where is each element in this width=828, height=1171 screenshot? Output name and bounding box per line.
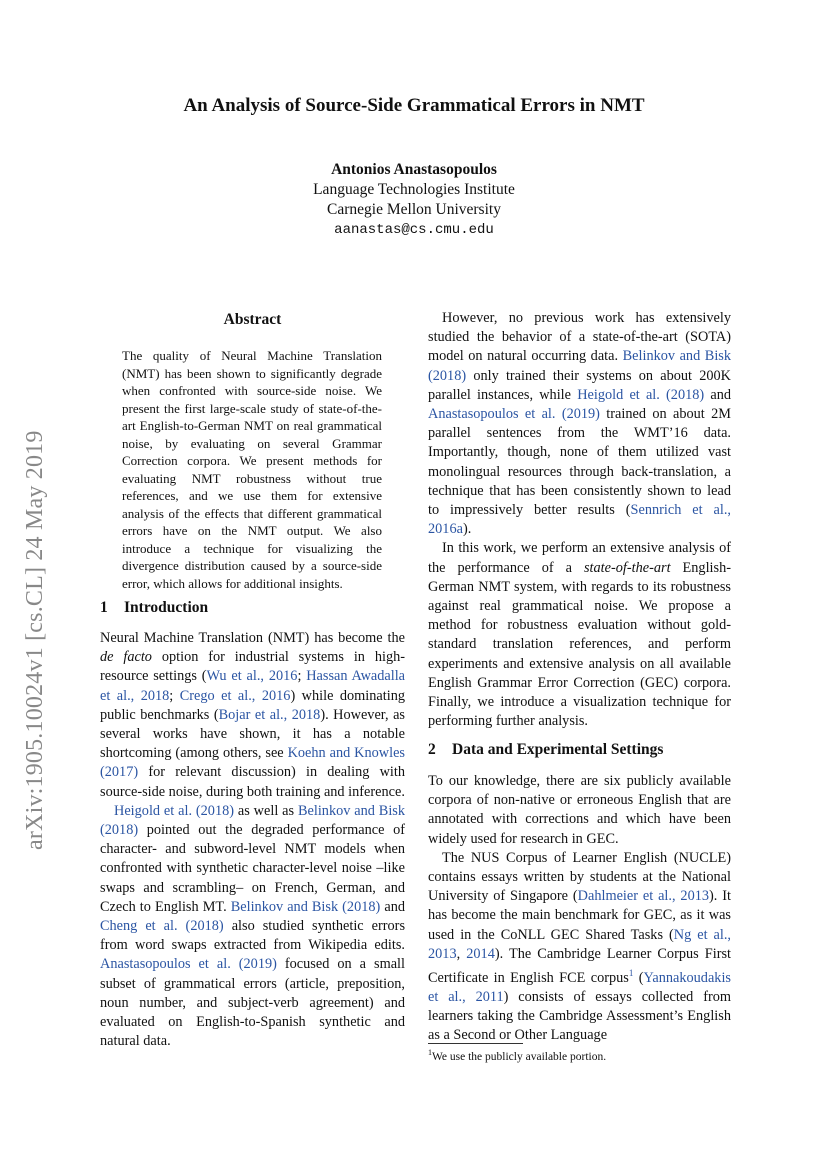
section-heading-introduction xyxy=(100,599,208,617)
paragraph: In this work, we perform an extensive analysis of the performance of a state-of-the-art English-German NMT system, with regards to its robustness against real grammatical noise. We propose a method for robustness evaluation without gold-standard translation references, and perform experiments and extensive analysis on all available English Grammar Error Correction (GEC) corpora. Finally, we introduce a visualization technique for performing further analysis. xyxy=(428,540,731,730)
author-email[interactable]: aanastas@cs.cmu.edu xyxy=(334,222,494,238)
citation-link[interactable]: Koehn and Knowles (2017) xyxy=(100,745,405,781)
paragraph: However, no previous work has extensively studied the behavior of a state-of-the-art (SOTA) model on natural occurring data. Belinkov and Bisk (2018) only trained their systems on about 200K parallel instances, while Heigold et al. (2018) and Anastasopoulos et al. (2019) trained on about 2M parallel sentences from the WMT’16 data. Importantly, though, none of them utilized vast monolingual resources through back-translation, a technique that has been consistently shown to lead to impressively better results (Sennrich et al., 2016a). xyxy=(428,310,731,538)
footnote-text: We use the publicly available portion. xyxy=(432,1050,607,1063)
abstract-heading: Abstract xyxy=(223,311,282,328)
right-column-body-bottom xyxy=(428,772,731,1046)
citation-link[interactable]: Sennrich et al., 2016a xyxy=(428,502,731,538)
citation-link[interactable]: Wu et al., 2016 xyxy=(206,668,298,685)
citation-link[interactable]: Belinkov and Bisk (2018) xyxy=(230,898,381,915)
citation-link[interactable]: Belinkov and Bisk (2018) xyxy=(428,348,731,384)
citation-link[interactable]: Heigold et al. (2018) xyxy=(114,802,235,819)
citation-link[interactable]: Ng et al., 2013 xyxy=(428,926,732,962)
section-number: 1 xyxy=(100,599,108,616)
right-column-body-top xyxy=(428,309,731,731)
citation-link[interactable]: Hassan Awadalla et al., 2018 xyxy=(100,668,406,704)
section-number: 2 xyxy=(428,741,436,758)
citation-link[interactable]: Bojar et al., 2018 xyxy=(218,706,321,723)
footnote-rule xyxy=(428,1043,523,1044)
citation-link[interactable]: Anastasopoulos et al. (2019) xyxy=(100,956,277,973)
paragraph: The NUS Corpus of Learner English (NUCLE) contains essays written by students at the National University of Singapore (Dahlmeier et al., 2013). It has become the main benchmark for GEC, as it was used in the CoNLL GEC Shared Tasks (Ng et al., 2013, 2014). The Cambridge Learner Corpus First Certificate in English FCE corpus$^1$ (Yannakoudakis et al., 2011) consists of essays collected from learners taking the Cambridge Assessment’s English as a Second or Other Language xyxy=(428,849,732,1044)
citation-link[interactable]: Crego et al., 2016 xyxy=(179,687,291,704)
citation-link[interactable]: Cheng et al. (2018) xyxy=(100,918,224,935)
abstract-text: The quality of Neural Machine Translation (NMT) has been shown to significantly degrade when confronted with source-side noise. We present the first large-scale study of state-of-the-art English-to-German NMT on real grammatical noise, by evaluating on several Grammar Correction corpora. We present methods for evaluating NMT robustness without true references, and we use them for extensive analysis of the effects that different grammatical errors have on the NMT output. We also introduce a technique for visualizing the divergence distribution caused by a source-side error, which allows for additional insights. xyxy=(122,348,382,591)
author-block xyxy=(0,160,828,240)
paragraph: Neural Machine Translation (NMT) has become the de facto option for industrial systems in high-resource settings (Wu et al., 2016; Hassan Awadalla et al., 2018; Crego et al., 2016) while dominating public benchmarks (Bojar et al., 2018). However, as several works have shown, it has a notable shortcoming (among others, see Koehn and Knowles (2017) for relevant discussion) in dealing with source-side noise, during both training and inference. xyxy=(100,630,406,800)
citation-link[interactable]: Belinkov and Bisk (2018) xyxy=(100,802,406,839)
citation-link[interactable]: 2014 xyxy=(466,945,495,962)
section-title: Data and Experimental Settings xyxy=(452,741,664,758)
section-heading-data xyxy=(428,741,663,759)
paragraph: To our knowledge, there are six publicly available corpora of non-native or erroneous English that are annotated with corrections and which have been widely used for research in GEC. xyxy=(428,773,731,847)
footnote-number: 1 xyxy=(428,1048,432,1057)
left-column-body xyxy=(100,629,405,1051)
paper-title: An Analysis of Source-Side Grammatical Errors in NMT xyxy=(183,95,645,116)
citation-link[interactable]: Heigold et al. (2018) xyxy=(577,386,705,403)
author-affiliation-1: Language Technologies Institute xyxy=(313,181,515,198)
arxiv-stamp: arXiv:1905.10024v1 [cs.CL] 24 May 2019 xyxy=(22,430,48,850)
author-affiliation-2: Carnegie Mellon University xyxy=(327,201,501,218)
author-name: Antonios Anastasopoulos xyxy=(331,161,497,178)
citation-link[interactable]: Anastasopoulos et al. (2019) xyxy=(428,406,600,423)
citation-link[interactable]: Yannakoudakis et al., 2011 xyxy=(428,969,731,1005)
citation-link[interactable]: Dahlmeier et al., 2013 xyxy=(577,888,710,905)
footnote-marker[interactable]: 1 xyxy=(628,968,634,979)
footnote xyxy=(428,1048,606,1063)
paragraph: Heigold et al. (2018) as well as Belinkov and Bisk (2018) pointed out the degraded performance of character- and subword-level NMT models when confronted with synthetic character-level noise –like swaps and scrambling– on French, German, and Czech to English MT. Belinkov and Bisk (2018) and Cheng et al. (2018) also studied synthetic errors from word swaps extracted from Wikipedia edits. Anastasopoulos et al. (2019) focused on a small subset of grammatical errors (article, preposition, noun number, and subject-verb agreement) and evaluated on English-to-Spanish synthetic and natural data. xyxy=(100,802,406,1050)
section-title: Introduction xyxy=(124,599,209,616)
